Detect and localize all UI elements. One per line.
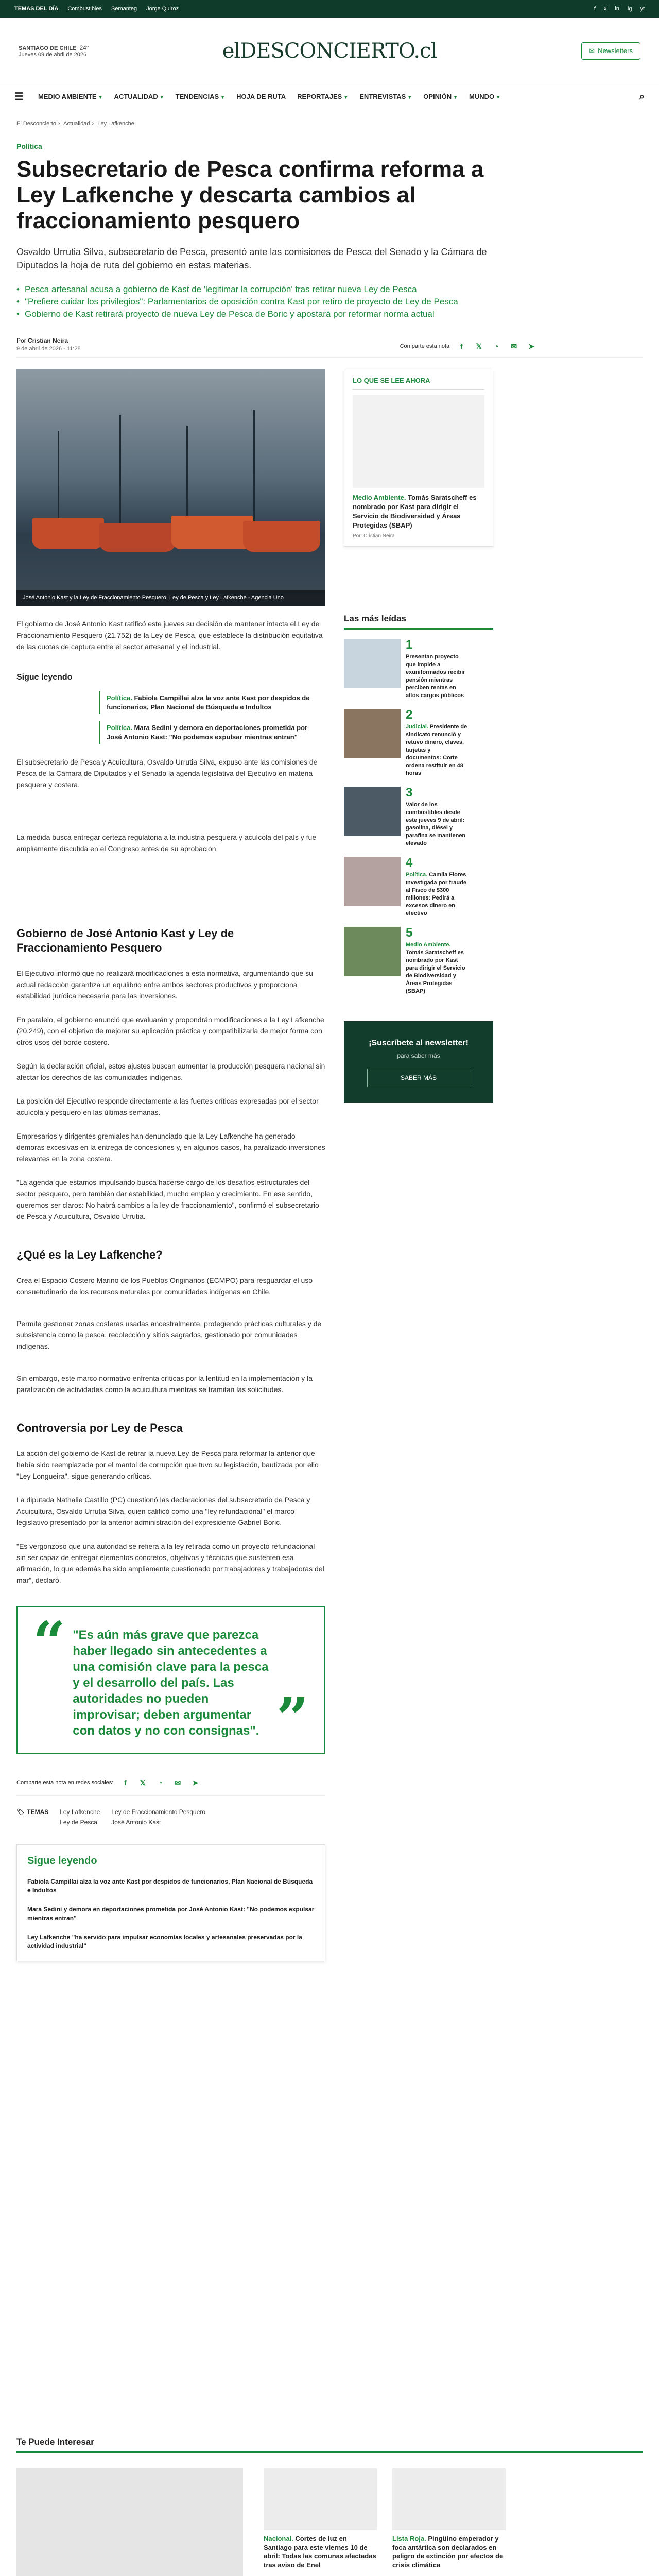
pull-quote <box>16 1606 325 1754</box>
temperature: 24° <box>79 44 89 52</box>
email-share-icon[interactable]: ✉ <box>175 1778 181 1787</box>
telegram-share-icon[interactable]: ➤ <box>528 342 535 350</box>
by-label: Por <box>16 337 26 344</box>
photo-caption: José Antonio Kast y la Ley de Fraccionamiento Pesquero. Ley de Pesca y Ley Lafkenche - Agencia Uno <box>16 590 325 606</box>
byline <box>16 337 643 358</box>
x-share-icon[interactable]: 𝕏 <box>476 342 482 350</box>
nav-reportajes[interactable]: REPORTAJES ▼ <box>297 93 349 100</box>
section-label[interactable]: Política <box>16 142 42 150</box>
paragraph: La posición del Ejecutivo responde directamente a las fuertes críticas expresadas por el sector acuícola y pesquero en las últimas semanas. <box>16 1097 319 1116</box>
follow-item[interactable]: Política. Fabiola Campillai alza la voz ante Kast por despidos de funcionarios, Plan Nacional de Búsqueda e Indultos <box>99 691 315 714</box>
publish-date: 9 de abril de 2026 - 11:28 <box>16 346 81 352</box>
newsletter-box <box>344 1021 493 1103</box>
nav-entrevistas[interactable]: ENTREVISTAS ▼ <box>359 93 412 100</box>
subheading: Gobierno de José Antonio Kast y Ley de Fraccionamiento Pesquero <box>16 927 234 954</box>
close-quote-icon: ” <box>276 1685 309 1751</box>
share-social-label: Comparte esta nota en redes sociales: <box>16 1780 114 1786</box>
tags <box>16 1808 325 1829</box>
menu-icon[interactable]: ☰ <box>14 91 24 103</box>
email-share-icon[interactable]: ✉ <box>511 342 517 350</box>
linkedin-icon[interactable]: in <box>615 6 619 12</box>
mas-leida-item[interactable]: 1 Presentan proyecto que impide a exuniformados recibir pensión mientras perciben rentas en altos cargos públicos <box>344 639 493 700</box>
nav-actualidad[interactable]: ACTUALIDAD ▼ <box>114 93 164 100</box>
related-link[interactable]: • Pesca artesanal acusa a gobierno de Kast de 'legitimar la corrupción' tras retirar nueva Ley de Pesca <box>16 283 490 296</box>
mas-leida-item[interactable]: 4 Política. Camila Flores investigada por fraude al Fisco de $300 millones: Pedirá a excesos dinero en efectivo <box>344 857 493 918</box>
topbar-label: TEMAS DEL DÍA <box>14 6 59 12</box>
tag-link[interactable]: Ley Lafkenche <box>60 1808 100 1816</box>
telegram-share-icon[interactable]: ➤ <box>192 1778 199 1787</box>
lose-author: Por: Cristian Neira <box>353 533 395 539</box>
site-logo[interactable]: elDESCONCIERTO.cl <box>222 39 437 63</box>
tag-link[interactable]: José Antonio Kast <box>111 1819 161 1826</box>
follow-list <box>16 691 325 744</box>
subheading: Controversia por Ley de Pesca <box>16 1421 183 1434</box>
paragraph: La acción del gobierno de Kast de retirar la nueva Ley de Pesca para reformar la anterior que había sido reemplazada por el mantol de corrupción que tuvo su legislación, bautizada por ello "Ley Longueira", sigue generando críticas. <box>16 1449 319 1480</box>
paragraph: Según la declaración oficial, estos ajustes buscan aumentar la producción pesquera nacional sin afectar los derechos de las comunidades indígenas. <box>16 1062 325 1081</box>
mas-leidas-heading: Las más leídas <box>344 614 493 630</box>
quote-text: "Es aún más grave que parezca haber llegado sin antecedentes a una comisión clave para la pesca y el desarrollo del país. Las autoridades no pueden improvisar; deben argumentar con datos y no con consignas". <box>73 1628 269 1738</box>
x-icon[interactable]: x <box>603 6 607 12</box>
topbar-link-semanteg[interactable]: Semanteg <box>111 6 137 12</box>
related-bullets <box>16 283 490 320</box>
instagram-icon[interactable]: ig <box>627 6 632 12</box>
subheading: ¿Qué es la Ley Lafkenche? <box>16 1248 163 1261</box>
tpi-featured-image[interactable] <box>16 2468 243 2576</box>
nav-tendencias[interactable]: TENDENCIAS ▼ <box>175 93 226 100</box>
city: SANTIAGO DE CHILE <box>19 45 77 52</box>
youtube-icon[interactable]: yt <box>640 6 645 12</box>
sigue-item[interactable]: Mara Sedini y demora en deportaciones prometida por José Antonio Kast: "No podemos expulsar mientras entran" <box>27 1906 315 1922</box>
lose-heading: LO QUE SE LEE AHORA <box>353 377 484 390</box>
article-lead: Osvaldo Urrutia Silva, subsecretario de Pesca, presentó ante las comisiones de Pesca del Senado y la Cámara de Diputados la hoja de ruta del gobierno en estas materias. <box>16 247 487 270</box>
lose-title[interactable]: Medio Ambiente. Tomás Saratscheff es nombrado por Kast para dirigir el Servicio de Biodiversidad y Áreas Protegidas (SBAP) <box>353 494 477 529</box>
tag-link[interactable]: Ley de Pesca <box>60 1819 97 1826</box>
paragraph: Empresarios y dirigentes gremiales han denunciado que la Ley Lafkenche ha generado demoras excesivas en la entrega de concesiones y, en algunos casos, ha paralizado inversiones relevantes en la zona costera. <box>16 1132 325 1163</box>
tag-icon: 🏷 <box>16 1808 25 1816</box>
article-title: Subsecretario de Pesca confirma reforma a Ley Lafkenche y descarta cambios al fraccionamiento pesquero <box>16 157 484 233</box>
nav-medio-ambiente[interactable]: MEDIO AMBIENTE ▼ <box>38 93 103 100</box>
paragraph: En paralelo, el gobierno anunció que evaluarán y propondrán modificaciones a la Ley Lafkenche (20.249), con el objetivo de mejorar su aplicación práctica y compatibilizarla de mejor forma con otros usos del borde costero. <box>16 1015 324 1046</box>
follow-heading: Sigue leyendo <box>16 673 73 682</box>
nav-mundo[interactable]: MUNDO ▼ <box>469 93 501 100</box>
header <box>0 18 659 84</box>
paragraph: "Es vergonzoso que una autoridad se refiera a la ley retirada como un proyecto refundacional sin ser capaz de entregar elementos concretos, objetivos y técnicos que sustenten esa afirmación, lo que además ha sido ampliamente cuestionado por trabajadores y trabajadoras del mar", declaró. <box>16 1542 324 1584</box>
breadcrumb: El Desconcierto › Actualidad › Ley Lafkenche <box>16 121 134 127</box>
newsletter-sub: para saber más <box>397 1052 440 1059</box>
share-bar <box>400 341 537 352</box>
mail-icon: ✉ <box>589 46 595 55</box>
newsletter-heading: ¡Suscríbete al newsletter! <box>369 1039 469 1047</box>
newsletter-label: Newsletters <box>598 47 633 55</box>
tags-label: TEMAS <box>27 1808 49 1816</box>
tpi-card[interactable]: Lista Roja. Pingüino emperador y foca antártica son declarados en peligro de extinción por efectos de crisis climática <box>392 2468 506 2576</box>
lose-image[interactable] <box>353 395 484 488</box>
saber-mas-button[interactable]: SABER MÁS <box>367 1069 470 1087</box>
header-date: Jueves 09 de abril de 2026 <box>19 51 87 58</box>
topbar-link-quiroz[interactable]: Jorge Quiroz <box>146 6 179 12</box>
topbar-link-combustibles[interactable]: Combustibles <box>67 6 102 12</box>
article-body <box>16 369 325 1961</box>
whatsapp-share-icon[interactable]: ◔ <box>494 342 499 350</box>
sigue-item[interactable]: Ley Lafkenche "ha servido para impulsar economías locales y artesanales preservadas por la actividad industrial" <box>27 1934 302 1950</box>
paragraph: El subsecretario de Pesca y Acuicultura, Osvaldo Urrutia Silva, expuso ante las comisiones de Pesca de la Cámara de Diputados y el Senado la agenda legislativa del Ejecutivo en materia pesquera y costera. <box>16 758 318 789</box>
newsletter-button[interactable] <box>581 42 640 60</box>
tpi-heading: Te Puede Interesar <box>16 2437 643 2453</box>
mas-leida-item[interactable]: 3 Valor de los combustibles desde este jueves 9 de abril: gasolina, diésel y parafina se mantienen elevado <box>344 787 493 848</box>
mas-leidas <box>344 614 493 995</box>
author-name[interactable]: Cristian Neira <box>28 337 68 344</box>
breadcrumb-actualidad[interactable]: Actualidad <box>63 121 90 127</box>
share-bottom <box>16 1777 325 1796</box>
paragraph: El gobierno de José Antonio Kast ratificó este jueves su decisión de mantener intacta el Ley de Fraccionamiento Pesquero (21.752) de la Ley de Pesca, que establece la distribución equitativa de las cuotas de captura entre el sector artesanal y el industrial. <box>16 620 323 651</box>
paragraph: Permite gestionar zonas costeras usadas ancestralmente, protegiendo prácticas culturales y de subsistencia como la pesca, recolección y sitios sagrados, gestionado por comunidades indígenas. <box>16 1319 322 1350</box>
follow-item[interactable]: Política. Mara Sedini y demora en deportaciones prometida por José Antonio Kast: "No podemos expulsar mientras entran" <box>99 721 315 744</box>
facebook-share-icon[interactable]: f <box>124 1778 127 1787</box>
tpi-card[interactable]: Nacional. Cortes de luz en Santiago para este viernes 10 de abril: Todas las comunas afectadas tras aviso de Enel <box>264 2468 377 2576</box>
paragraph: La medida busca entregar certeza regulatoria a la industria pesquera y acuícola del país y fue ampliamente discutida en el Congreso antes de su aprobación. <box>16 833 317 853</box>
search-icon[interactable]: ⌕ <box>639 91 645 101</box>
weather <box>19 44 173 58</box>
lo-que-se-lee-box <box>344 369 493 547</box>
paragraph: El Ejecutivo informó que no realizará modificaciones a esta normativa, argumentando que su actual redacción garantiza un equilibrio entre ambos sectores productivos y proporciona estabilidad jurídica necesaria para las inversiones. <box>16 969 313 1000</box>
related-link[interactable]: • Gobierno de Kast retirará proyecto de nueva Ley de Pesca de Boric y apostará por reformar norma actual <box>16 308 490 320</box>
mas-leida-item[interactable]: 2 Judicial. Presidente de sindicato renunció y retuvo dinero, claves, tarjetas y documentos: Corte ordena restituir en 48 horas <box>344 709 493 777</box>
topbar <box>0 0 659 18</box>
sigue-item[interactable]: Fabiola Campillai alza la voz ante Kast por despidos de funcionarios, Plan Nacional de Búsqueda e Indultos <box>27 1878 313 1894</box>
paragraph: Crea el Espacio Costero Marino de los Pueblos Originarios (ECMPO) para resguardar el uso consuetudinario de los recursos naturales por comunidades indígenas en Chile. <box>16 1276 313 1296</box>
te-puede-interesar <box>0 2437 659 2576</box>
open-quote-icon: “ <box>33 1609 66 1675</box>
related-link[interactable]: • "Prefiere cuidar los privilegios": Parlamentarios de oposición contra Kast por retiro de proyecto de Ley de Pesca <box>16 296 490 308</box>
x-share-icon[interactable]: 𝕏 <box>140 1778 146 1787</box>
breadcrumb-ley-lafkenche[interactable]: Ley Lafkenche <box>97 121 134 127</box>
tpi-featured[interactable] <box>16 2468 243 2576</box>
paragraph: "La agenda que estamos impulsando busca hacerse cargo de los desafíos estructurales del sector pesquero, pero también dar estabilidad, mucho empleo y crecimiento. En ese sentido, queremos ser claros: No habrá cambios a la ley de fraccionamiento", confirmó el subsecretario de Pesca y Acuicultura, Osvaldo Urrutia. <box>16 1178 319 1221</box>
share-label: Comparte esta nota <box>400 343 450 349</box>
article-photo <box>16 369 325 606</box>
facebook-share-icon[interactable]: f <box>460 342 463 350</box>
nav-hoja-de-ruta[interactable]: HOJA DE RUTA <box>236 93 286 100</box>
facebook-icon[interactable]: f <box>594 6 596 12</box>
sigue-leyendo-box <box>16 1844 325 1961</box>
paragraph: La diputada Nathalie Castillo (PC) cuestionó las declaraciones del subsecretario de Pesca y Acuicultura, Osvaldo Urrutia Silva, quien calificó como una "ley refundacional" el marco legislativo presentado por la anterior administración del expresidente Gabriel Boric. <box>16 1496 310 1527</box>
paragraph: Sin embargo, este marco normativo enfrenta críticas por la lentitud en la implementación y la paralización de actividades como la acuicultura mientras se tramitan las solicitudes. <box>16 1374 313 1394</box>
mas-leida-item[interactable]: 5 Medio Ambiente. Tomás Saratscheff es nombrado por Kast para dirigir el Servicio de Biodiversidad y Áreas Protegidas (SBAP) <box>344 927 493 995</box>
tag-link[interactable]: Ley de Fraccionamiento Pesquero <box>111 1808 206 1816</box>
sidebar <box>344 369 493 1961</box>
main-nav <box>0 84 659 109</box>
sigue-heading: Sigue leyendo <box>27 1855 97 1867</box>
whatsapp-share-icon[interactable]: ◔ <box>158 1778 163 1787</box>
breadcrumb-home[interactable]: El Desconcierto <box>16 121 57 127</box>
nav-opinion[interactable]: OPINIÓN ▼ <box>423 93 458 100</box>
